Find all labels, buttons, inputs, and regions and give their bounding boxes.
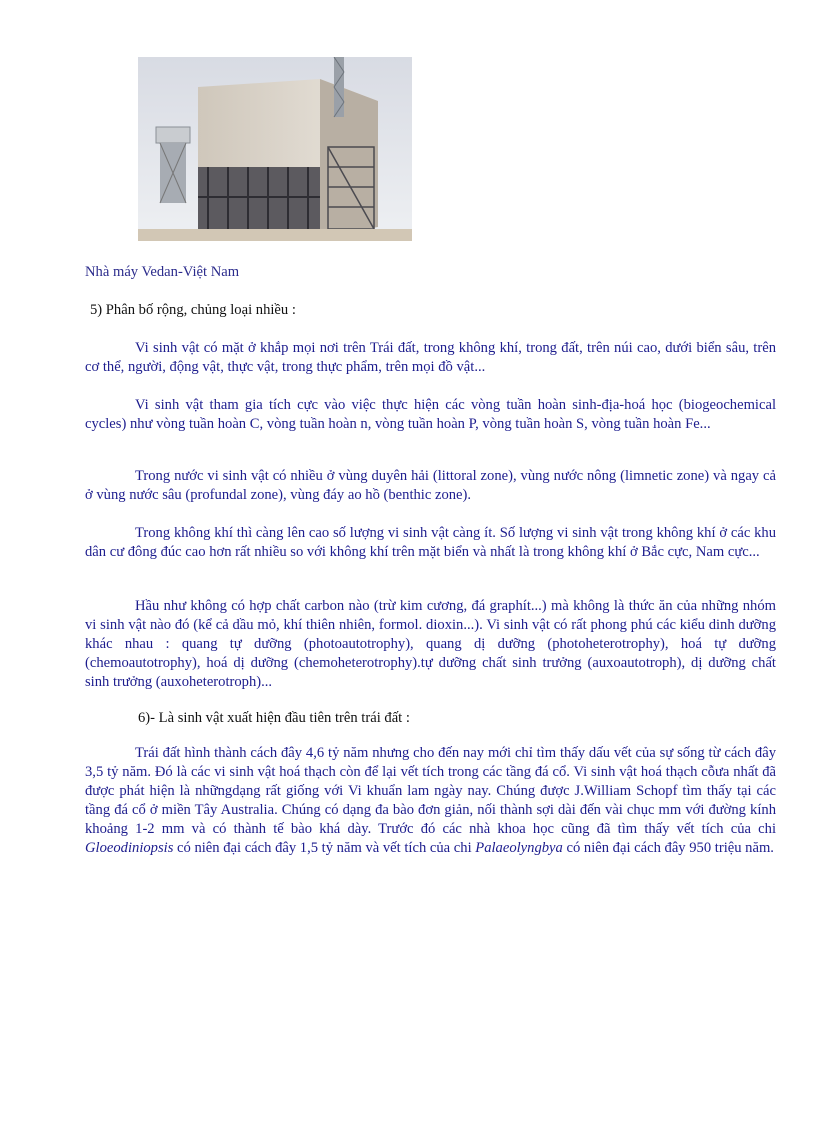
paragraph-text: có niên đại cách đây 950 triệu năm. — [562, 840, 774, 856]
section-6-heading: 6)- Là sinh vật xuất hiện đầu tiên trên trái đất : — [138, 710, 410, 726]
paragraph: Hầu như không có hợp chất carbon nào (trừ kim cương, đá graphít...) mà không là thức ăn của những nhóm vi sinh vật nào đó (kể cả dầu mỏ, khí thiên nhiên, formol. dioxin...). Vi sinh vật có rất phong phú các kiểu dinh dưỡng khác nhau : quang tự dưỡng (photoautotrophy), quang dị dưỡng (photoheterotrophy), hoá tự dưỡng (chemoautotrophy), hoá dị dưỡng (chemoheterotrophy).tự dưỡng chất sinh trưởng (auxoautotroph), dị dưỡng chất sinh trưởng (auxoheterotroph)... — [85, 598, 776, 690]
genus-name: Gloeodiniopsis — [85, 840, 174, 856]
figure-caption: Nhà máy Vedan-Việt Nam — [85, 264, 240, 280]
paragraph: Trong nước vi sinh vật có nhiều ở vùng duyên hải (littoral zone), vùng nước nông (limnetic zone) và ngay cả ở vùng nước sâu (profundal zone), vùng đáy ao hồ (benthic zone). — [85, 468, 776, 503]
paragraph: Trong không khí thì càng lên cao số lượng vi sinh vật càng ít. Số lượng vi sinh vật trong không khí ở các khu dân cư đông đúc cao hơn rất nhiều so với không khí trên mặt biển và nhất là trong không khí ở Bắc cực, Nam cực... — [85, 525, 776, 560]
paragraph — [85, 744, 776, 858]
factory-photo — [138, 57, 412, 241]
paragraph: Vi sinh vật tham gia tích cực vào việc thực hiện các vòng tuần hoàn sinh-địa-hoá học (biogeochemical cycles) như vòng tuần hoàn C, vòng tuần hoàn n, vòng tuần hoàn P, vòng tuần hoàn S, vòng tuần hoàn Fe... — [85, 397, 776, 432]
paragraph: Vi sinh vật có mặt ở khắp mọi nơi trên Trái đất, trong không khí, trong đất, trên núi cao, dưới biển sâu, trên cơ thể, người, động vật, thực vật, trong thực phẩm, trên mọi đồ vật... — [85, 340, 776, 375]
paragraph-text: có niên đại cách đây 1,5 tỷ năm và vết tích của chi — [173, 840, 476, 856]
paragraph-text: Trái đất hình thành cách đây 4,6 tỷ năm nhưng cho đến nay mới chỉ tìm thấy dấu vết của sự sống từ cách đây 3,5 tỷ năm. Đó là các vi sinh vật hoá thạch còn để lại vết tích trong các tầng đá cổ. Vi sinh vật hoá thạch cỗưa nhất đã được phát hiện là nhữngdạng rất giống với Vi khuẩn lam ngày nay. Chúng được J.William Schopf tìm thấy tại các tầng đá cổ ở miền Tây Australia. Chúng có dạng đa bào đơn giản, nối thành sợi dài đến vài chục mm với đường kính khoảng 1-2 mm và có thành tế bào khá dày. Trước đó các nhà khoa học cũng đã tìm thấy vết tích của chi — [85, 745, 776, 837]
section-5-heading: 5) Phân bố rộng, chủng loại nhiều : — [90, 302, 296, 318]
genus-name: Palaeolyngbya — [475, 840, 563, 856]
